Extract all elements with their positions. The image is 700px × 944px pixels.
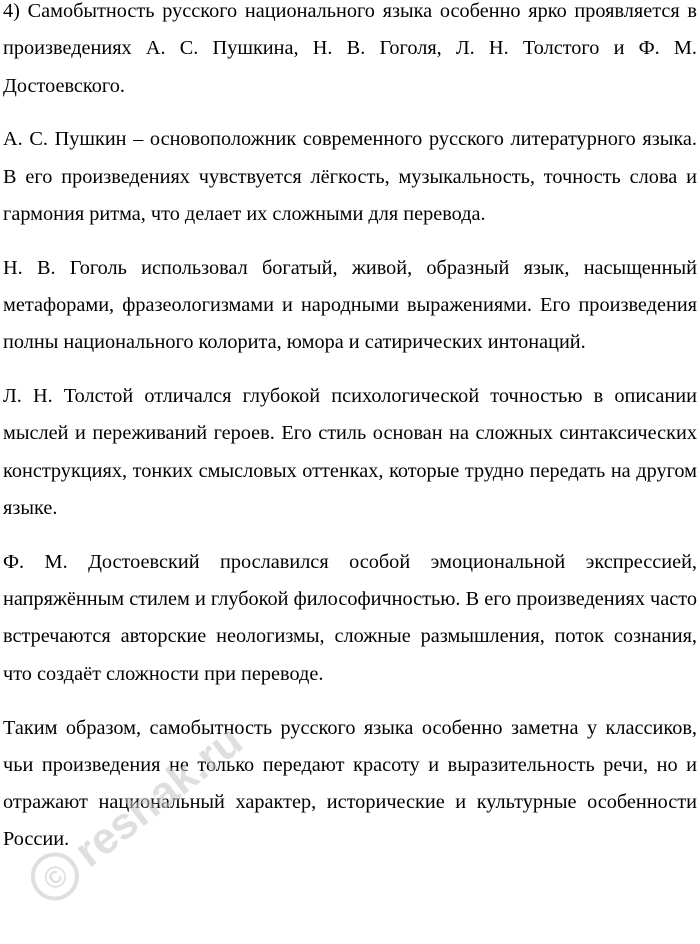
document-body bbox=[3, 0, 697, 875]
paragraph-gogol: Н. В. Гоголь использовал богатый, живой, образный язык, насыщенный метафорами, фразеологизмами и народными выражениями. Его произведения полны национального колорита, юмора и сатирических интонаций. bbox=[3, 256, 697, 354]
watermark-text: reshak.ru bbox=[65, 715, 252, 877]
paragraph-intro: 4) Самобытность русского национального языка особенно ярко проявляется в произведениях А. С. Пушкина, Н. В. Гоголя, Л. Н. Толстого и Ф. М. Достоевского. bbox=[3, 0, 697, 97]
paragraph-conclusion: Таким образом, самобытность русского языка особенно заметна у классиков, чьи произведения не только передают красоту и выразительность речи, но и отражают национальный характер, исторические и культурные особенности России. bbox=[3, 716, 697, 851]
paragraph-pushkin: А. С. Пушкин – основоположник современного русского литературного языка. В его произведениях чувствуется лёгкость, музыкальность, точность слова и гармония ритма, что делает их сложными для перевода. bbox=[3, 128, 697, 225]
paragraph-dostoevsky: Ф. М. Достоевский прославился особой эмоциональной экспрессией, напряжённым стилем и глубокой философичностью. В его произведениях часто встречаются авторские неологизмы, сложные размышления, поток сознания, что создаёт сложности при переводе. bbox=[3, 550, 697, 685]
paragraph-tolstoy: Л. Н. Толстой отличался глубокой психологической точностью в описании мыслей и переживаний героев. Его стиль основан на сложных синтаксических конструкциях, тонких смысловых оттенках, которые трудно передать на другом языке. bbox=[3, 385, 697, 520]
watermark-copyright-symbol: © bbox=[36, 857, 75, 898]
